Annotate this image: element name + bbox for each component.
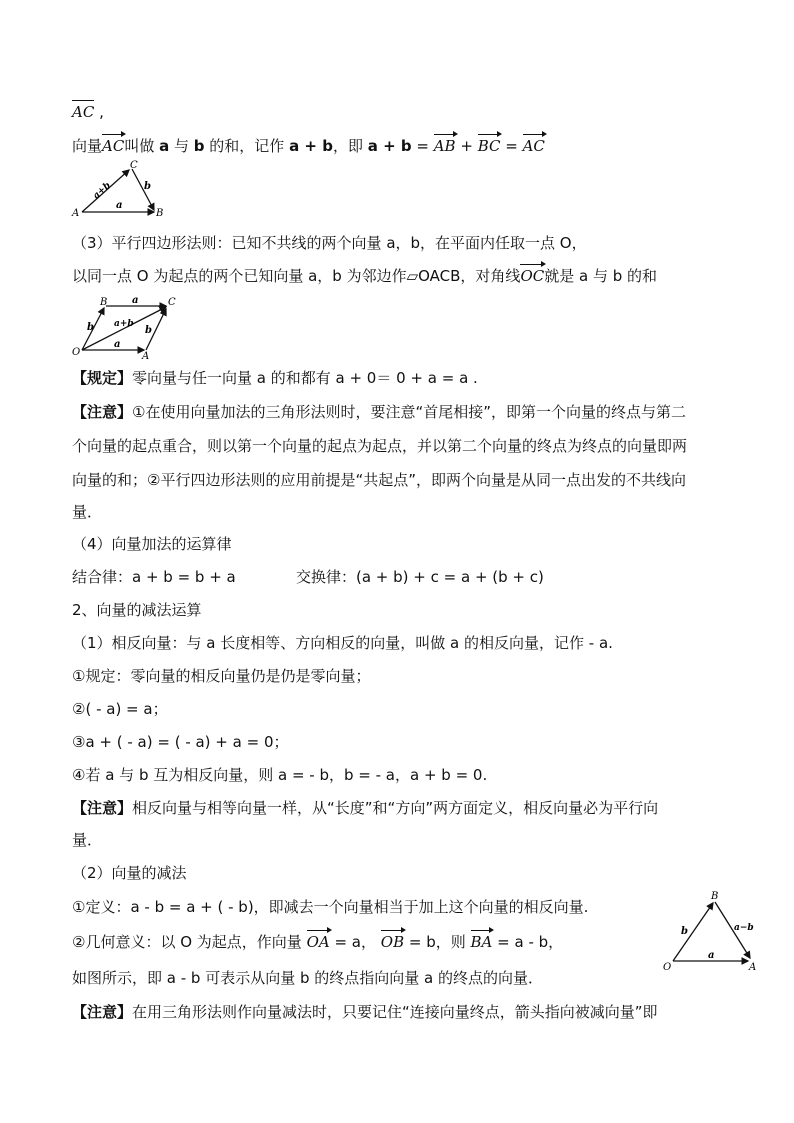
parallelogram-rule-line: （3）平行四边形法则：已知不共线的两个向量 a，b，在平面内任取一点 O， — [72, 234, 587, 252]
vector-a-minus-b-label: a−b — [734, 923, 754, 933]
line-ac: AC , — [72, 103, 104, 121]
subtraction-heading: 2、向量的减法运算 — [72, 601, 202, 619]
triangle-rule-figure — [70, 160, 170, 222]
line-sum-definition: 向量AC叫做 a 与 b 的和，记作 a + b，即 a + b = AB + BC = AC — [72, 137, 545, 155]
vector-ac: AC — [102, 137, 125, 155]
parallelogram-construction-line: 以同一点 O 为起点的两个已知向量 a，b 为邻边作▱OACB，对角线OC就是 a 与 b 的和 — [72, 267, 658, 285]
opposite-rule-4: ④若 a 与 b 互为相反向量，则 a = - b，b = - a，a + b = 0. — [72, 766, 488, 784]
vector-b-label: b — [681, 926, 688, 937]
opposite-rule-2: ②( - a) = a； — [72, 700, 168, 718]
note-tag: 【注意】 — [72, 403, 133, 421]
vector-a-label: a — [708, 950, 715, 961]
vector-ac: AC — [72, 103, 95, 121]
point-o-label: O — [663, 962, 672, 973]
subtraction-figure-description: 如图所示，即 a - b 可表示从向量 b 的终点指向向量 a 的终点的向量． — [72, 969, 543, 987]
commutative-law: 交换律：(a + b) + c = a + (b + c) — [296, 568, 544, 586]
subtraction-geometric-meaning: ②几何意义：以 O 为起点，作向量 OA = a， OB = b，则 BA = a - b， — [72, 933, 564, 951]
vector-ob-arrow — [673, 903, 713, 961]
note-opposite-line-2: 量． — [72, 831, 103, 849]
note-tag: 【注意】 — [72, 1003, 133, 1021]
point-a-label: A — [142, 351, 150, 359]
point-b-label: B — [156, 208, 164, 219]
subtraction-subheading: （2）向量的减法 — [72, 864, 187, 882]
point-c-label: C — [130, 160, 138, 171]
point-a-label: A — [72, 208, 80, 219]
opposite-rule-1: ①规定：零向量的相反向量仍是仍是零向量； — [72, 667, 371, 685]
vector-ob: OB — [380, 933, 405, 951]
vector-b-left-label: b — [87, 322, 94, 333]
vector-a-bottom-label: a — [114, 339, 121, 350]
vector-oc: OC — [520, 267, 545, 285]
opposite-vector-definition: （1）相反向量：与 a 长度相等、方向相反的向量，叫做 a 的相反向量，记作 - a. — [72, 634, 613, 652]
addition-laws — [72, 567, 544, 587]
vector-ab: AB — [433, 137, 456, 155]
point-o-label: O — [72, 347, 81, 358]
addition-laws-heading: （4）向量加法的运算律 — [72, 535, 232, 553]
note-addition-line-1: 【注意】①在使用向量加法的三角形法则时，要注意“首尾相接”，即第一个向量的终点与第二 — [72, 403, 687, 421]
vector-ba: BA — [470, 933, 493, 951]
vector-bc: BC — [477, 137, 501, 155]
vector-a-plus-b-label: a+b — [114, 319, 134, 329]
vector-b-label: b — [144, 181, 151, 192]
zero-vector-rule: 【规定】零向量与任一向量 a 的和都有 a + 0＝ 0 + a = a . — [72, 369, 478, 387]
note-subtraction-line-1: 【注意】在用三角形法则作向量减法时，只要记住“连接向量终点，箭头指向被减向量”即 — [72, 1003, 658, 1021]
rule-tag: 【规定】 — [72, 369, 133, 387]
subtraction-definition: ①定义：a - b = a + ( - b)，即减去一个向量相当于加上这个向量的相反向量. — [72, 898, 589, 916]
vector-ac: AC — [522, 137, 545, 155]
subtraction-triangle-figure — [660, 888, 760, 974]
note-addition-line-3: 向量的和；②平行四边形法则的应用前提是“共起点”，即两个向量是从同一点出发的不共线向 — [72, 471, 686, 489]
associative-law: 结合律：a + b = b + a — [72, 568, 236, 586]
point-b-label: B — [711, 891, 719, 902]
vector-oa: OA — [306, 933, 330, 951]
vector-a-top-label: a — [132, 295, 139, 306]
note-tag: 【注意】 — [72, 799, 133, 817]
point-c-label: C — [168, 297, 176, 308]
vector-a-label: a — [116, 200, 123, 211]
point-a-label: A — [749, 962, 757, 973]
note-opposite-line-1: 【注意】相反向量与相等向量一样，从“长度”和“方向”两方面定义，相反向量必为平行向 — [72, 799, 659, 817]
opposite-rule-3: ③a + ( - a) = ( - a) + a = 0； — [72, 733, 289, 751]
point-b-label: B — [100, 297, 108, 308]
note-addition-line-4: 量． — [72, 503, 103, 521]
vector-a-plus-b-label: a+b — [91, 180, 113, 202]
parallelogram-rule-figure — [70, 293, 182, 359]
note-addition-line-2: 个向量的起点重合，则以第一个向量的起点为起点，并以第二个向量的终点为终点的向量即两 — [72, 437, 688, 455]
vector-b-right-label: b — [145, 325, 152, 336]
